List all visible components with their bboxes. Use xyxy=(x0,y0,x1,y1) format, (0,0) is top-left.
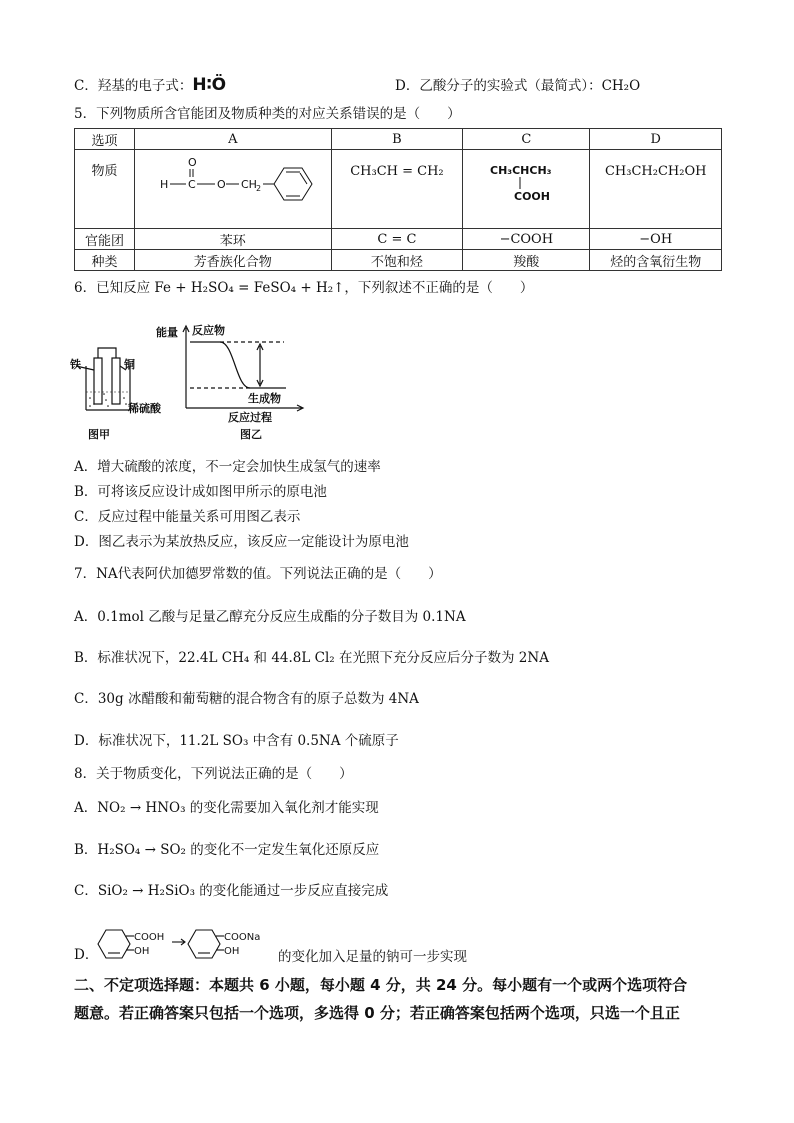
cu-label: 铜 xyxy=(124,358,135,371)
q5-class-a: 芳香族化合物 xyxy=(134,250,331,271)
q5-header-d: D xyxy=(590,129,722,150)
carbonyl-o-label: O xyxy=(187,156,197,169)
q5-group-b: C = C xyxy=(331,229,463,250)
q5-group-c: −COOH xyxy=(463,229,590,250)
q5-header-b: B xyxy=(331,129,463,150)
q8-stem: 8．关于物质变化，下列说法正确的是（ ） xyxy=(74,766,353,782)
q5-class-label: 种类 xyxy=(75,250,135,271)
q5-class-c: 羧酸 xyxy=(463,250,590,271)
q5-group-label: 官能团 xyxy=(75,229,135,250)
q6-option-b: B．可将该反应设计成如图甲所示的原电池 xyxy=(74,484,327,500)
energy-axis-label: 能量 xyxy=(156,326,178,339)
fig-yi-caption: 图乙 xyxy=(240,428,262,441)
hydroxyl-formula: H∶Ö xyxy=(192,75,227,95)
q8-option-d-text: 的变化加入足量的钠可一步实现 xyxy=(278,949,467,965)
q5-header-row xyxy=(75,129,722,150)
q5-group-row xyxy=(75,229,722,250)
acetic-acid-formula: CH₂O xyxy=(601,78,641,94)
q5-stem: 5．下列物质所含官能团及物质种类的对应关系错误的是（ ） xyxy=(74,106,461,122)
product-label: 生成物 xyxy=(248,392,281,405)
section2-line1: 二、不定项选择题：本题共 6 小题，每小题 4 分，共 24 分。每小题有一个或两个选项符合 xyxy=(74,976,688,994)
q5-class-d: 烃的含氧衍生物 xyxy=(590,250,722,271)
figure-yi xyxy=(183,326,303,411)
q5-header-c: C xyxy=(463,129,590,150)
q5-substance-c xyxy=(463,150,590,229)
q5-substance-d: CH₃CH₂CH₂OH xyxy=(590,150,722,229)
q5-table xyxy=(74,128,722,271)
process-axis-label: 反应过程 xyxy=(228,411,272,424)
main-chain: CH₃CHCH₃ xyxy=(490,164,552,177)
cooh-label: COOH xyxy=(134,932,165,943)
q5-header-option: 选项 xyxy=(75,129,135,150)
cooh-branch: COOH xyxy=(514,190,551,203)
q5-substance-label: 物质 xyxy=(75,150,135,229)
q7-stem: 7．NA代表阿伏加德罗常数的值。下列说法正确的是（ ） xyxy=(74,566,442,582)
q4-option-d xyxy=(395,77,640,95)
q5-class-row xyxy=(75,250,722,271)
q6-stem: 6．已知反应 Fe + H₂SO₄ = FeSO₄ + H₂↑，下列叙述不正确的是（ ） xyxy=(74,280,534,296)
q5-substance-a xyxy=(134,150,331,229)
q8-option-c: C．SiO₂ → H₂SiO₃ 的变化能通过一步反应直接完成 xyxy=(74,883,389,899)
q7-option-a: A．0.1mol 乙酸与足量乙醇充分反应生成酯的分子数目为 0.1NA xyxy=(74,609,466,625)
oh-label-2: OH xyxy=(224,946,240,957)
q7-option-d: D．标准状况下，11.2L SO₃ 中含有 0.5NA 个硫原子 xyxy=(74,733,399,749)
q5-header-a: A xyxy=(134,129,331,150)
section2-line2: 题意。若正确答案只包括一个选项，多选得 0 分；若正确答案包括两个选项，只选一个且正 xyxy=(74,1004,680,1022)
c-label: C xyxy=(187,178,196,191)
oh-label: OH xyxy=(134,946,150,957)
coona-label: COONa xyxy=(224,932,261,943)
q7-option-c: C．30g 冰醋酸和葡萄糖的混合物含有的原子总数为 4NA xyxy=(74,691,419,707)
benzyl-formate-structure xyxy=(144,150,322,214)
ch2-sub: 2 xyxy=(255,184,261,193)
ch2-label: CH xyxy=(240,178,257,191)
fe-label: 铁 xyxy=(70,358,81,371)
q6-option-c: C．反应过程中能量关系可用图乙表示 xyxy=(74,509,301,525)
salicylic-acid-conversion xyxy=(92,922,278,966)
q5-group-d: −OH xyxy=(590,229,722,250)
q7-option-b: B．标准状况下，22.4L CH₄ 和 44.8L Cl₂ 在光照下充分反应后分子数为 2NA xyxy=(74,650,549,666)
q4-option-d-text: D．乙酸分子的实验式（最简式）： xyxy=(395,78,602,94)
q6-figures xyxy=(70,318,320,448)
q5-substance-b: CH₃CH = CH₂ xyxy=(331,150,463,229)
ester-o-label: O xyxy=(216,178,226,191)
q4-option-c xyxy=(74,76,226,95)
acid-dots xyxy=(89,393,127,407)
q8-option-d-label: D． xyxy=(74,947,99,963)
reactant-label: 反应物 xyxy=(192,324,225,337)
q5-substance-row xyxy=(75,150,722,229)
q6-option-a: A．增大硫酸的浓度，不一定会加快生成氢气的速率 xyxy=(74,459,381,475)
q8-option-b: B．H₂SO₄ → SO₂ 的变化不一定发生氧化还原反应 xyxy=(74,842,380,858)
figure-jia xyxy=(76,348,130,410)
q5-group-a: 苯环 xyxy=(134,229,331,250)
isobutyric-acid-structure xyxy=(470,150,582,214)
q4-option-c-text: C．羟基的电子式： xyxy=(74,78,193,94)
fig-jia-caption: 图甲 xyxy=(88,428,110,441)
q5-class-b: 不饱和烃 xyxy=(331,250,463,271)
q8-option-a: A．NO₂ → HNO₃ 的变化需要加入氧化剂才能实现 xyxy=(74,800,379,816)
h-label: H xyxy=(159,178,169,191)
q6-option-d: D．图乙表示为某放热反应，该反应一定能设计为原电池 xyxy=(74,534,409,550)
acid-label: 稀硫酸 xyxy=(128,402,161,415)
